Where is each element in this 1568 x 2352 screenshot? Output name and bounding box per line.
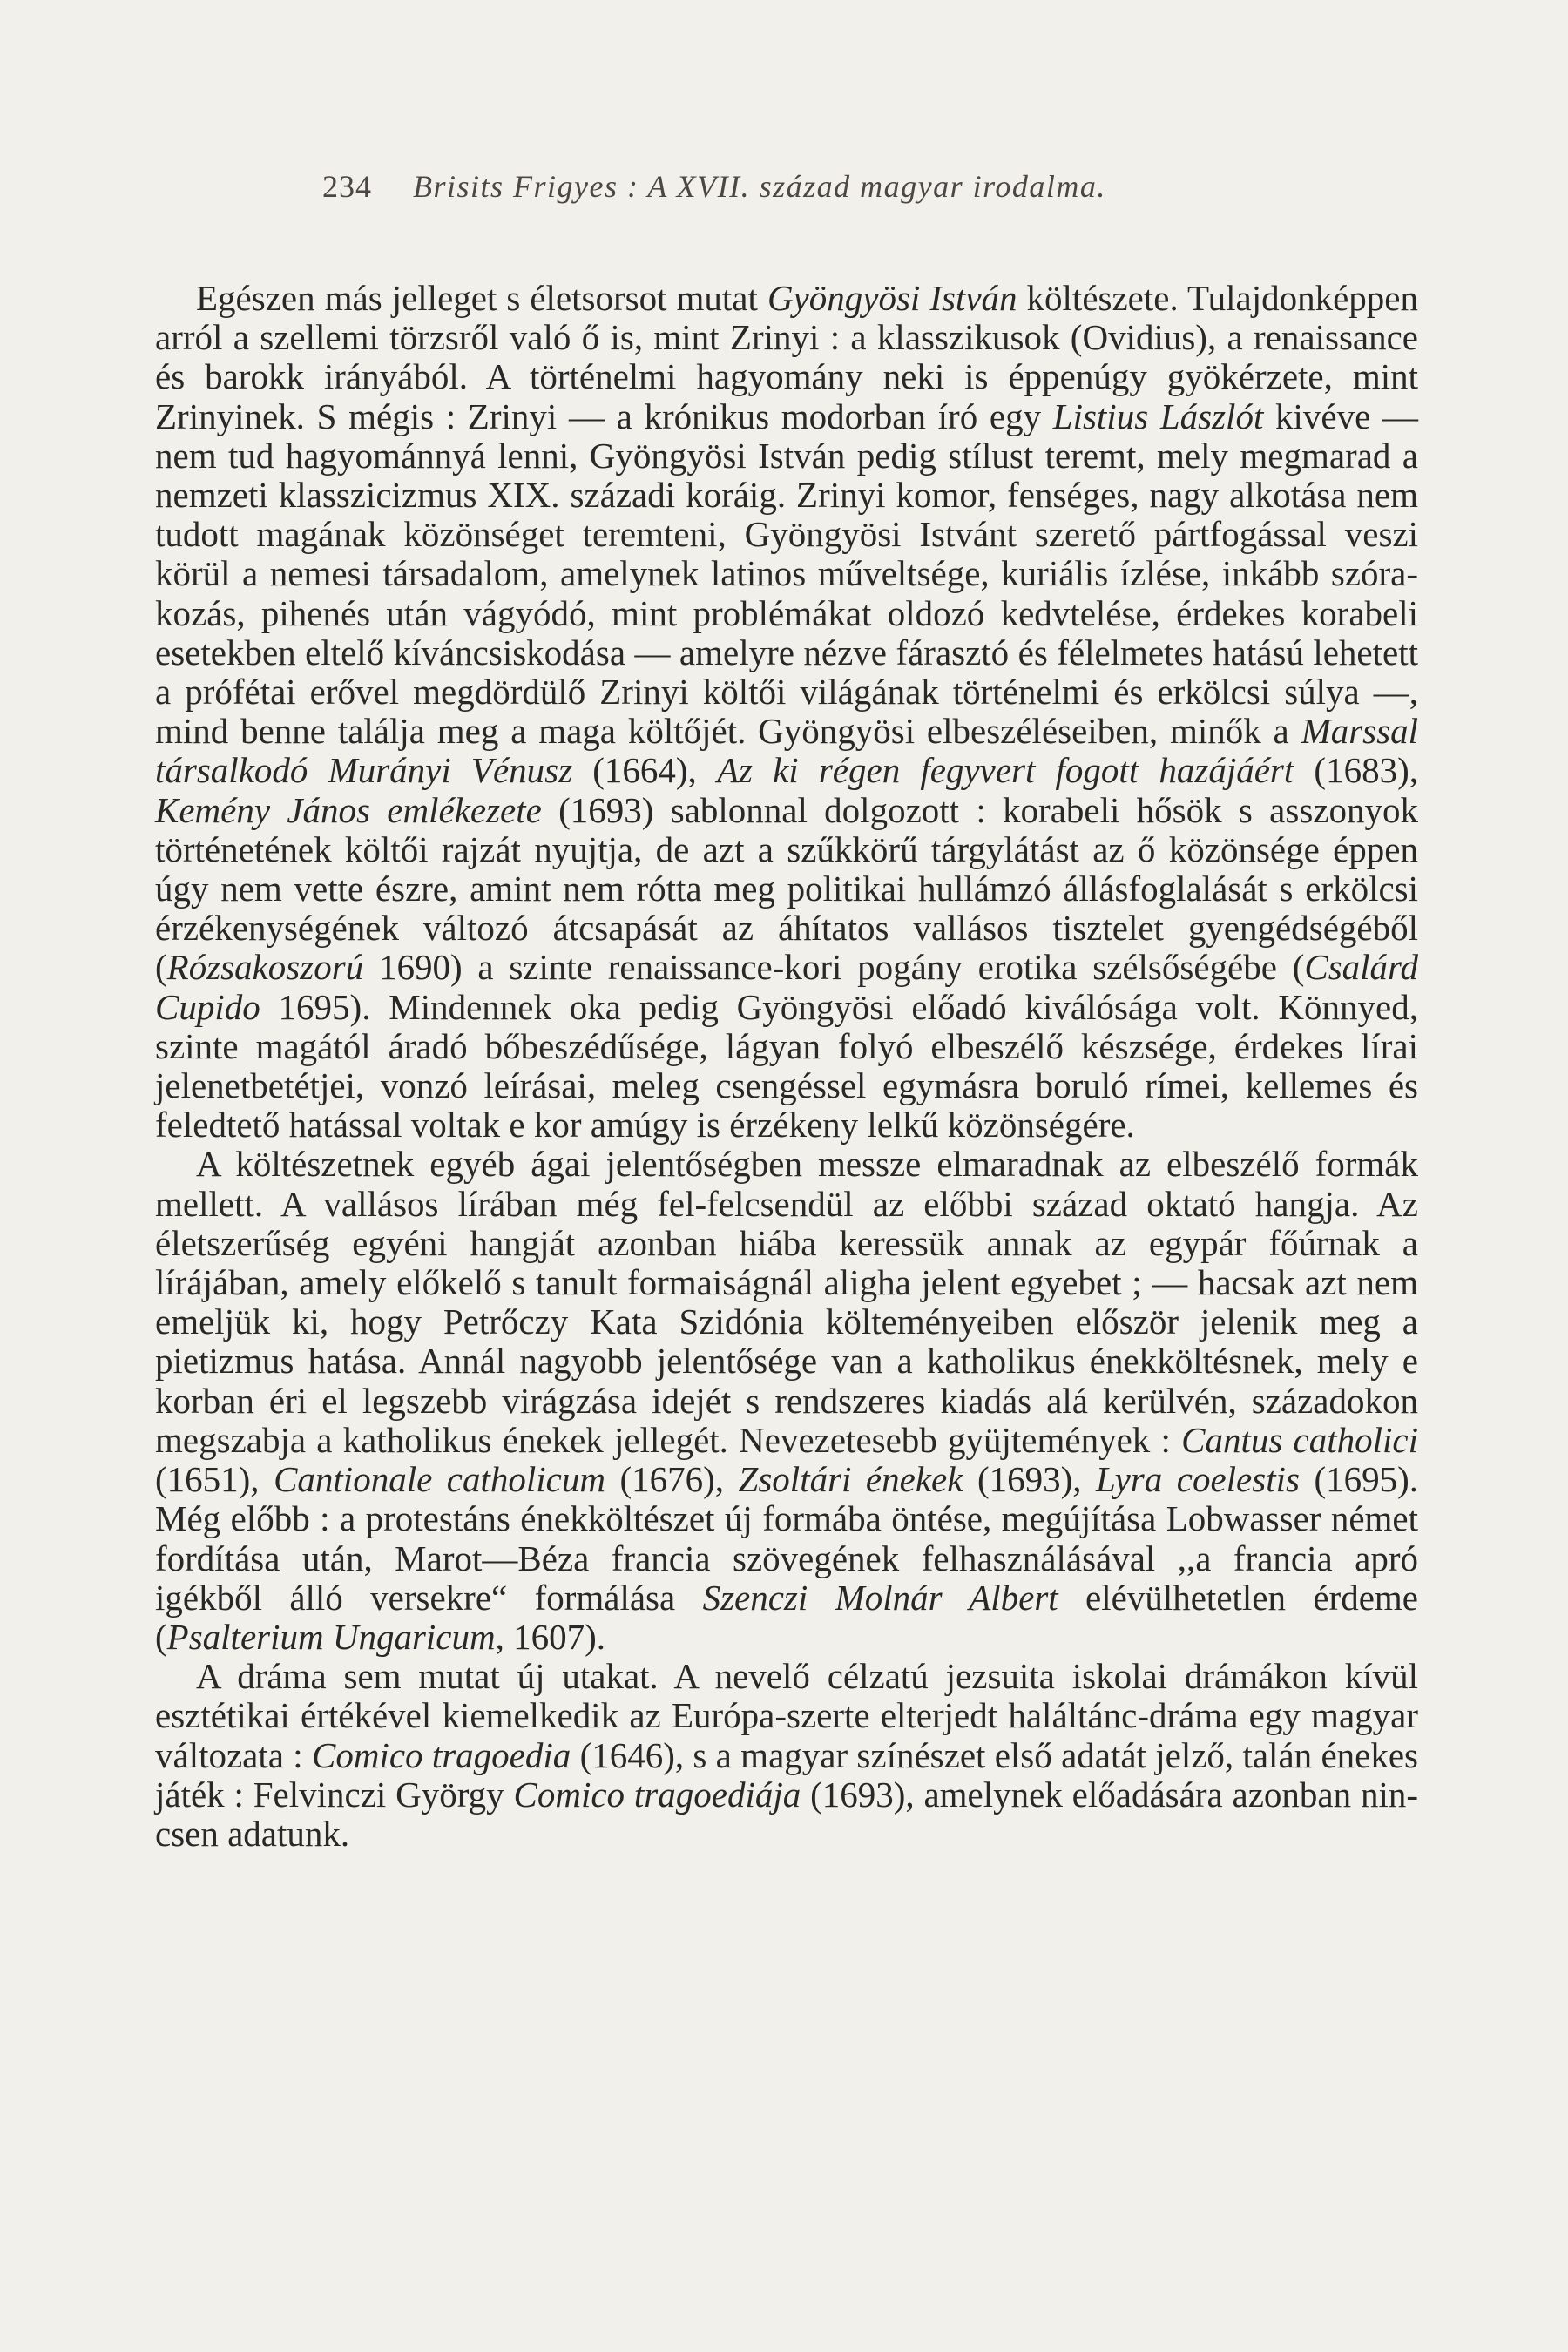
text-run: Egészen más jelleget s életsorsot mutat xyxy=(196,278,767,318)
italic-title-run: Comico tragoedia xyxy=(311,1734,571,1775)
italic-title-run: Az ki régen fegyvert fogott hazájáért xyxy=(716,750,1294,791)
text-run: (1676), xyxy=(605,1459,739,1500)
paragraph-gyongyosi xyxy=(155,279,1418,1145)
italic-title-run: Gyöngyösi István xyxy=(767,278,1017,318)
italic-title-run: Rózsakoszorú xyxy=(166,947,364,988)
paragraph-lyric-poetry xyxy=(155,1145,1418,1657)
running-title: Brisits Frigyes : A XVII. század magyar irodalma. xyxy=(413,169,1106,204)
text-run: költészete. Tulajdonképpen arról a szellemi törzsről való ő is, mint Zrinyi : a klasszikusok (Ovidius), a renaissance és barokk irányából. A történelmi hagyomány neki is éppenúgy gyökérzete, mint Zrinyinek. S mégis : Zrinyi — a krónikus modorban író egy xyxy=(155,278,1418,436)
text-run: (1683), xyxy=(1294,750,1418,791)
italic-title-run: Csalárd Cupido xyxy=(155,947,1418,1027)
text-run: elévülhetetlen érdeme ( xyxy=(155,1577,1418,1657)
text-run: A dráma sem mutat új utakat. A nevelő célzatú jezsuita iskolai drámákon kívül esztétikai értékével kiemelkedik az Európa-szerte elterjedt haláltánc-dráma egy magyar változata : xyxy=(155,1656,1418,1775)
text-run: 1690) a szinte renaissance-kori pogány erotika szélsőségébe ( xyxy=(363,947,1305,988)
italic-title-run: Listius Lászlót xyxy=(1052,395,1264,436)
body-text xyxy=(155,279,1418,1854)
text-run: (1695). Még előbb : a protestáns énekköltészet új formába öntése, megújítása Lobwasser német fordítása után, Marot—Béza francia szövegének felhasználásával ,,a francia apró igékből álló versekre“ formálása xyxy=(155,1459,1418,1618)
page-number: 234 xyxy=(322,169,372,204)
italic-title-run: Szenczi Molnár Albert xyxy=(702,1577,1058,1618)
italic-title-run: Zsoltári énekek xyxy=(738,1459,963,1500)
text-run: 1695). Mindennek oka pedig Gyöngyösi előadó kiválósága volt. Könnyed, szinte magától áradó bőbeszédűsége, lágyan folyó elbeszélő készsége, érdekes lírai jelenetbetétjei, vonzó leírásai, meleg csengéssel egymásra boruló rímei, kellemes és feledtető hatással voltak e kor amúgy is érzékeny lelkű közönségére. xyxy=(155,986,1418,1146)
italic-title-run: Kemény János emlékezete xyxy=(155,789,542,830)
paragraph-drama xyxy=(155,1657,1418,1854)
italic-title-run: Comico tragoediája xyxy=(513,1774,801,1815)
italic-title-run: Cantionale catholicum xyxy=(274,1459,605,1500)
text-run: (1651), xyxy=(155,1459,274,1500)
text-run: kivéve — nem tud hagyománnyá lenni, Gyöngyösi István pedig stílust teremt, mely megmarad a nemzeti klasszicizmus XIX. századi koráig. Zrinyi komor, fenséges, nagy alkotása nem tudott magának közönséget teremteni, Gyöngyösi Istvánt szerető pártfogással veszi körül a nemesi társadalom, amelynek latinos műveltsége, kuriális ízlése, inkább szórakozás, pihenés után vágyódó, mint problémákat oldozó kedvtelése, érdekes korabeli esetekben eltelő kíváncsiskodása — amelyre nézve fárasztó és félelmetes hatású lehetett a prófétai erővel megdördülő Zrinyi költői világának történelmi és erkölcsi súlya —, mind benne találja meg a maga költőjét. Gyöngyösi elbeszéléseiben, minők a xyxy=(155,395,1419,752)
text-run: (1693) sablonnal dolgozott : korabeli hősök s asszonyok történetének költői rajzát nyujtja, de azt a szűkkörű tárgylátást az ő közönsége éppen úgy nem vette észre, amint nem rótta meg politikai hullámzó állásfoglalását s erkölcsi érzékenységének változó átcsapását az áhítatos vallásos tisztelet gyengédségéből ( xyxy=(155,789,1418,988)
page-header xyxy=(322,160,1411,213)
text-run: (1664), xyxy=(572,750,717,791)
text-run: (1693), xyxy=(963,1459,1097,1500)
text-run: A költészetnek egyéb ágai jelentőségben messze elmaradnak az elbeszélő formák mellett. A vallásos lírában még fel-felcsendül az előbbi század oktató hangja. Az életszerűség egyéni hangját azonban hiába keressük annak az egypár főúrnak a lírájában, amely előkelő s tanult formaiságnál aligha jelent egyebet ; — hacsak azt nem emeljük ki, hogy Petrőczy Kata Szidónia költeményeiben először jelenik meg a pietizmus hatása. Annál nagyobb jelentősége van a katholikus énekköltésnek, mely e korban éri el legszebb virágzása idejét s rendszeres kiadás alá kerülvén, századokon megszabja a katholikus énekek jellegét. Nevezetesebb gyüjtemények : xyxy=(155,1144,1418,1460)
text-run: , 1607). xyxy=(495,1616,606,1657)
italic-title-run: Marssal társalkodó Murányi Vénusz xyxy=(155,711,1418,791)
text-run: (1693), amelynek előadására azonban nincsen adatunk. xyxy=(155,1774,1418,1854)
text-run: (1646), s a magyar színészet első adatát jelző, talán énekes játék : Felvinczi György xyxy=(155,1734,1419,1815)
italic-title-run: Psalterium Ungaricum xyxy=(166,1616,496,1657)
italic-title-run: Lyra coelestis xyxy=(1096,1459,1300,1500)
italic-title-run: Cantus catholici xyxy=(1181,1419,1418,1460)
